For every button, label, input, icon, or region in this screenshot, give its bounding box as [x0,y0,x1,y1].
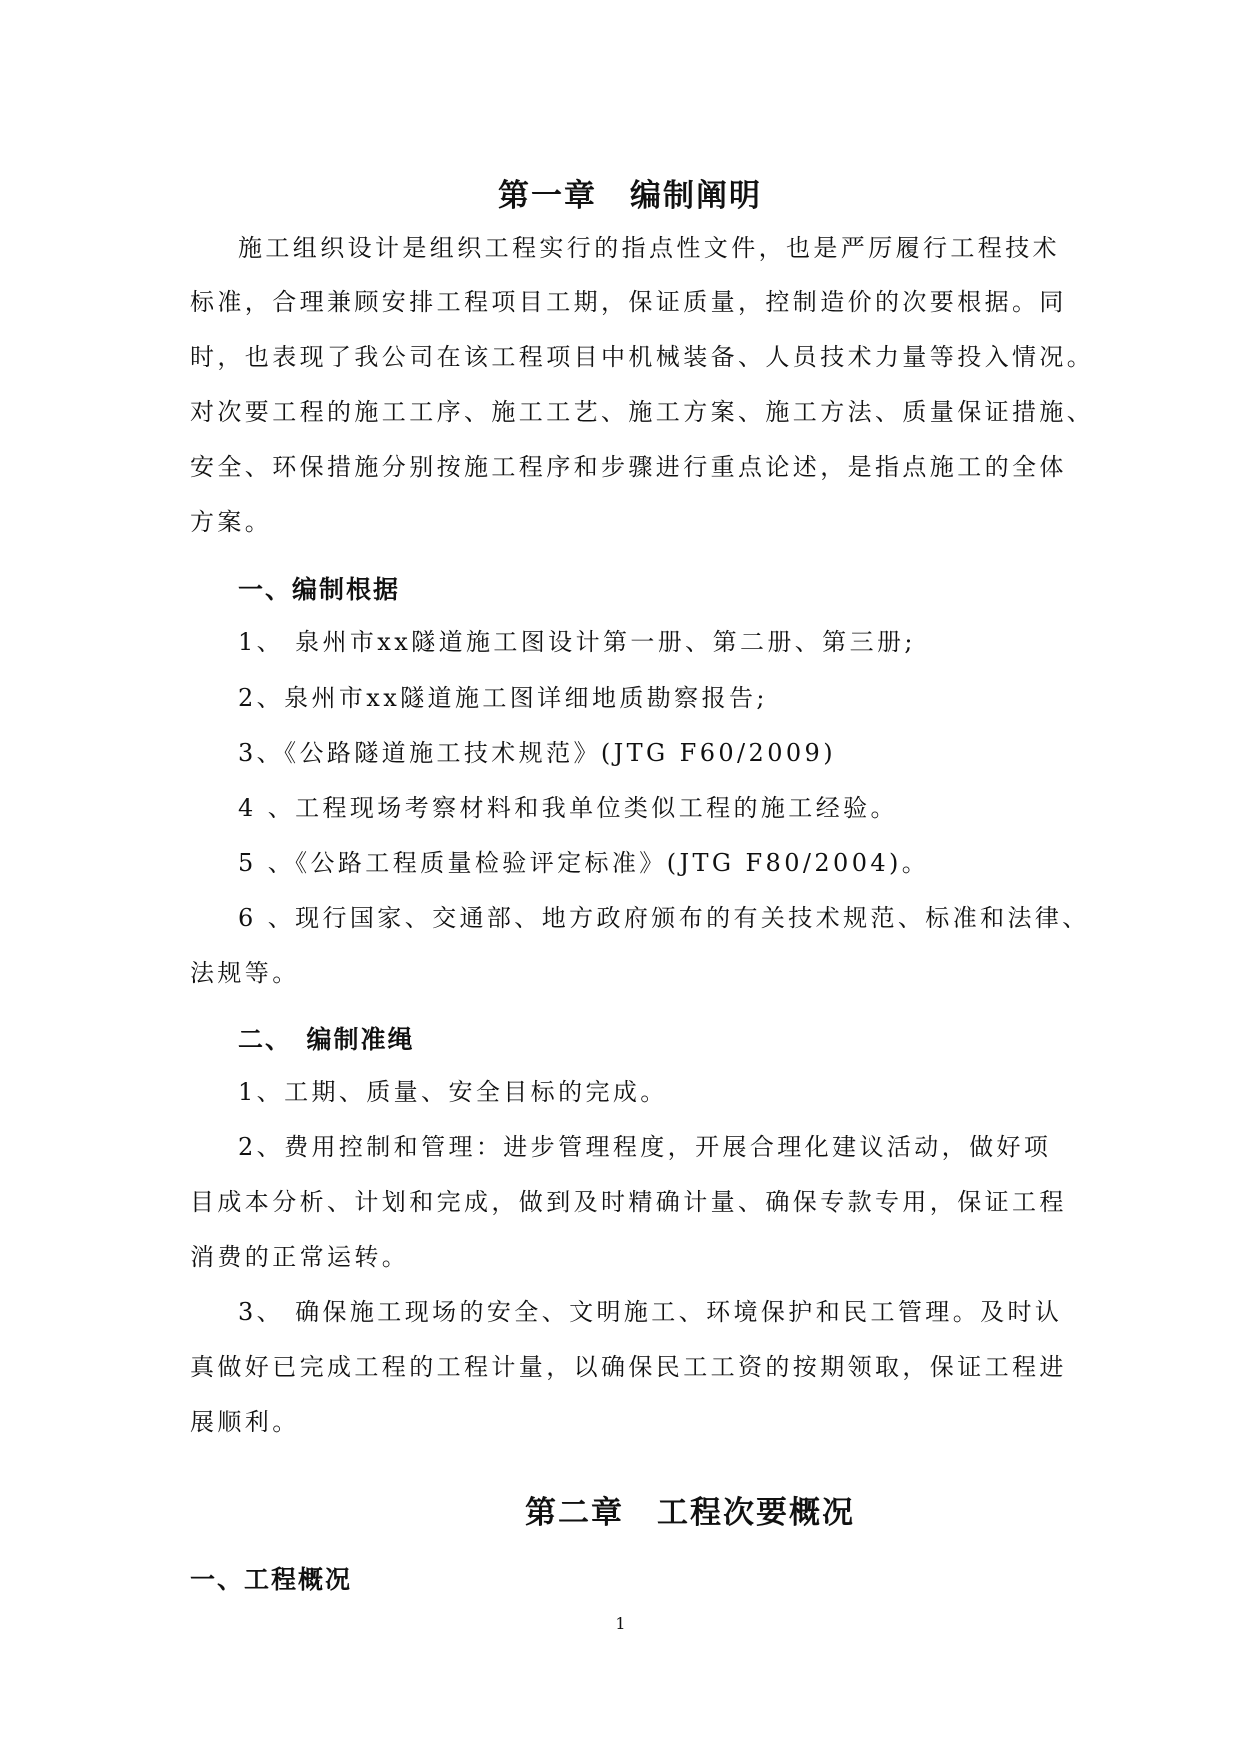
list-item: 3、《公路隧道施工技术规范》(JTG F60/2009) [238,739,836,767]
list-item: 1、 泉州市xx隧道施工图设计第一册、第二册、第三册; [238,628,916,656]
list-item: 5 、《公路工程质量检验评定标准》(JTG F80/2004)。 [238,849,930,877]
list-item: 6 、现行国家、交通部、地方政府颁布的有关技术规范、标准和法律、 [238,904,1090,932]
paragraph-line: 标准，合理兼顾安排工程项目工期，保证质量，控制造价的次要根据。同 [190,288,1067,316]
list-item: 2、泉州市xx隧道施工图详细地质勘察报告; [238,684,768,712]
list-item: 消费的正常运转。 [190,1243,410,1271]
list-item: 2、费用控制和管理：进步管理程度，开展合理化建议活动，做好项 [238,1133,1052,1161]
list-item: 1、工期、质量、安全目标的完成。 [238,1078,668,1106]
section-heading: 一、编制根据 [238,575,401,604]
list-item: 4 、工程现场考察材料和我单位类似工程的施工经验。 [238,794,898,822]
paragraph-line: 安全、环保措施分别按施工程序和步骤进行重点论述，是指点施工的全体 [190,453,1067,481]
paragraph-line: 时，也表现了我公司在该工程项目中机械装备、人员技术力量等投入情况。 [190,343,1095,371]
list-item: 真做好已完成工程的工程计量，以确保民工工资的按期领取，保证工程进 [190,1353,1067,1381]
list-item: 目成本分析、计划和完成，做到及时精确计量、确保专款专用，保证工程 [190,1188,1067,1216]
section-heading: 一、工程概况 [190,1565,353,1594]
list-item: 法规等。 [190,959,300,987]
paragraph-line: 施工组织设计是组织工程实行的指点性文件，也是严厉履行工程技术 [238,234,1060,262]
chapter-title: 第二章 工程次要概况 [525,1495,855,1531]
list-item: 展顺利。 [190,1408,300,1436]
paragraph-line: 方案。 [190,508,273,536]
list-item: 3、 确保施工现场的安全、文明施工、环境保护和民工管理。及时认 [238,1298,1063,1326]
paragraph-line: 对次要工程的施工工序、施工工艺、施工方案、施工方法、质量保证措施、 [190,398,1095,426]
section-heading: 二、 编制准绳 [238,1025,415,1054]
chapter-title: 第一章 编制阐明 [498,178,762,214]
page-number: 1 [615,1614,626,1633]
